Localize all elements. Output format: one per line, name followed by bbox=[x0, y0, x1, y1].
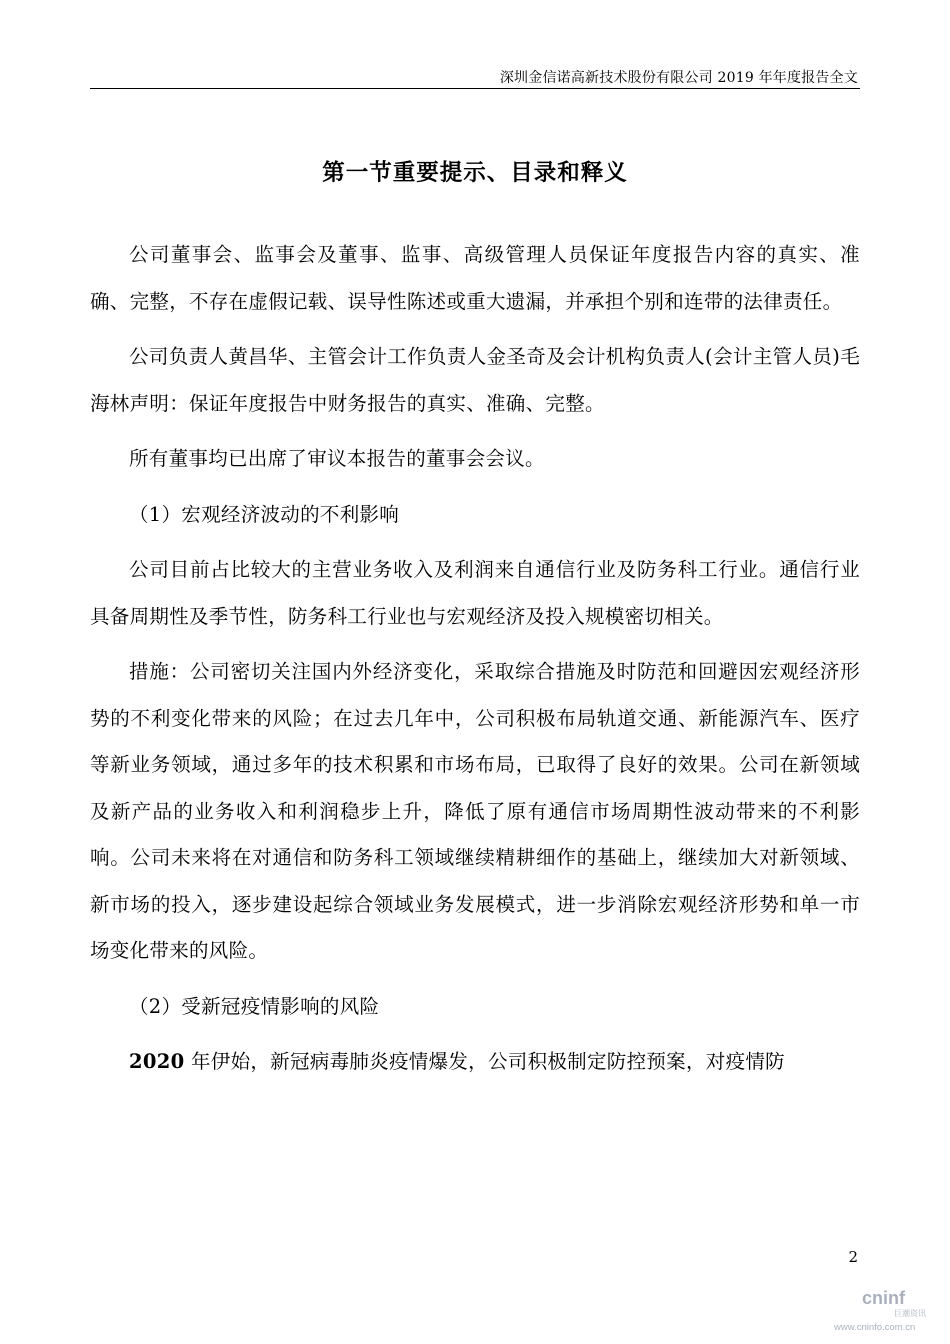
document-body bbox=[90, 232, 860, 1095]
paragraph-directors-attendance: 所有董事均已出席了审议本报告的董事会会议。 bbox=[129, 447, 545, 470]
paragraph-board-statement: 公司董事会、监事会及董事、监事、高级管理人员保证年度报告内容的真实、准确、完整，不存在虚假记载、误导性陈述或重大遗漏，并承担个别和连带的法律责任。 bbox=[90, 243, 860, 313]
cninfo-watermark-logo bbox=[832, 1278, 932, 1334]
watermark-url: www.cninfo.com.cn bbox=[834, 1322, 916, 1333]
watermark-brand-cn: 巨潮资讯 bbox=[894, 1309, 926, 1318]
subheading-covid-risk: （2）受新冠疫情影响的风险 bbox=[129, 994, 380, 1018]
paragraph-measures: 措施：公司密切关注国内外经济变化，采取综合措施及时防范和回避因宏观经济形势的不利变化带来的风险；在过去几年中，公司积极布局轨道交通、新能源汽车、医疗等新业务领域，通过多年的技术积累和市场布局，已取得了良好的效果。公司在新领域及新产品的业务收入和利润稳步上升，降低了原有通信市场周期性波动带来的不利影响。公司未来将在对通信和防务科工领域继续精耕细作的基础上，继续加大对新领域、新市场的投入，逐步建设起综合领域业务发展模式，进一步消除宏观经济形势和单一市场变化带来的风险。 bbox=[90, 660, 860, 962]
subheading-macro-risk: （1）宏观经济波动的不利影响 bbox=[129, 502, 400, 526]
year-text: 2020 bbox=[129, 1050, 185, 1073]
page-number: 2 bbox=[848, 1248, 858, 1266]
paragraph-responsible-persons: 公司负责人黄昌华、主管会计工作负责人金圣奇及会计机构负责人(会计主管人员)毛海林声明：保证年度报告中财务报告的真实、准确、完整。 bbox=[90, 345, 860, 415]
watermark-brand: cninf bbox=[862, 1288, 905, 1308]
covid-text: 年伊始，新冠病毒肺炎疫情爆发，公司积极制定防控预案，对疫情防 bbox=[184, 1050, 785, 1073]
paragraph-revenue-source: 公司目前占比较大的主营业务收入及利润来自通信行业及防务科工行业。通信行业具备周期性及季节性，防务科工行业也与宏观经济及投入规模密切相关。 bbox=[90, 558, 860, 628]
running-header: 深圳金信诺高新技术股份有限公司 2019 年年度报告全文 bbox=[499, 70, 858, 86]
header-divider bbox=[90, 88, 860, 89]
paragraph-covid bbox=[90, 1039, 860, 1086]
section-title: 第一节重要提示、目录和释义 bbox=[322, 160, 628, 186]
